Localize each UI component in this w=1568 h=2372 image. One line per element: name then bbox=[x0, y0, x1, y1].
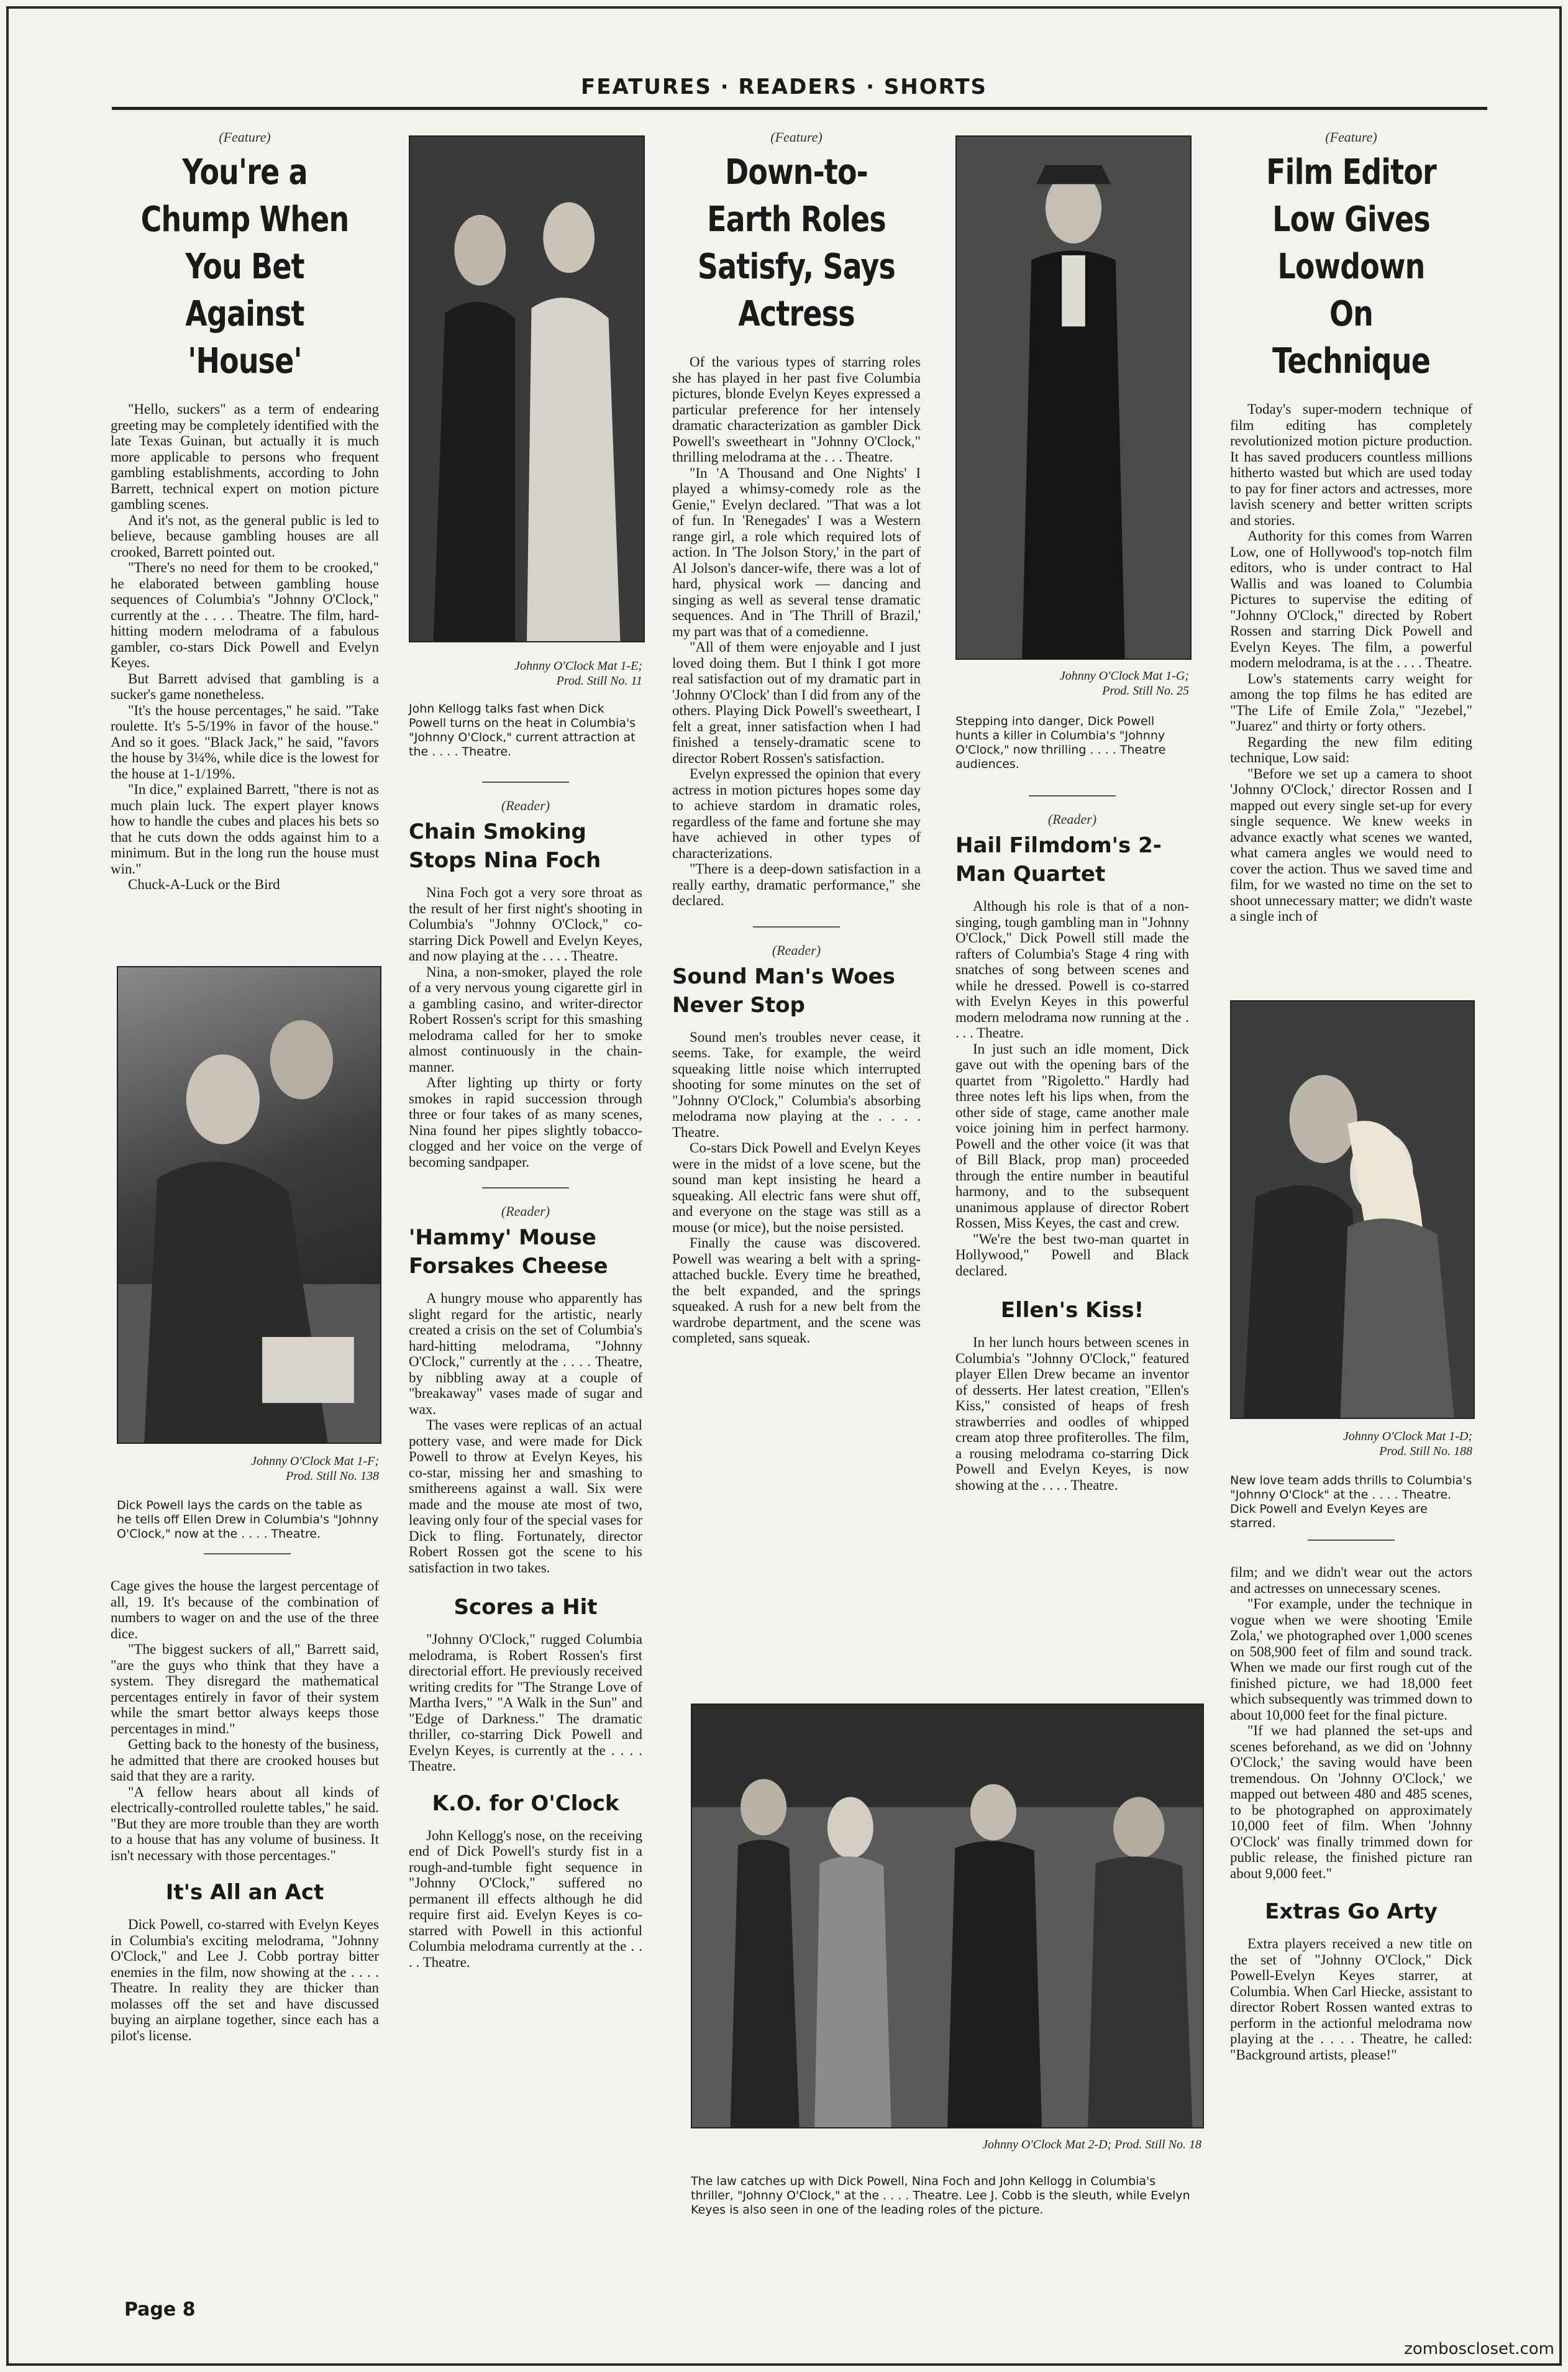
article-headline: 'Hammy' Mouse Forsakes Cheese bbox=[409, 1225, 608, 1279]
paragraph: A hungry mouse who apparently has slight regard for the artistic, nearly created a crisis on the set of Columbia's hard-hitting melodrama, "Johnny O'Clock," currently at the . . . . Theatre, by nibbling away at a couple of "breakaway" vases made of sugar and wax. bbox=[409, 1290, 642, 1417]
paragraph: But Barrett advised that gambling is a sucker's game nonetheless. bbox=[111, 670, 379, 702]
divider bbox=[753, 926, 840, 928]
photo-caption: New love team adds thrills to Columbia's "Johnny O'Clock" at the . . . . Theatre. Dick Powell and Evelyn Keyes are starred. bbox=[1230, 1474, 1472, 1530]
photo-credit: Johnny O'Clock Mat 1-D; Prod. Still No. 188 bbox=[1342, 1430, 1472, 1458]
paragraph: Co-stars Dick Powell and Evelyn Keyes were in the midst of a love scene, but the sound man kept insisting he heard a squeaking. All electric fans were shut off, and everyone on the stage was still as a mouse (or mice), but the noise persisted. bbox=[672, 1140, 921, 1235]
column-2 bbox=[409, 764, 642, 1970]
photo-credit: Johnny O'Clock Mat 1-G; Prod. Still No. 25 bbox=[1059, 669, 1189, 698]
article-headline: Film Editor Low Gives Lowdown On Technique bbox=[1266, 152, 1436, 381]
paragraph: "All of them were enjoyable and I just loved doing them. But I think I got more real satisfaction out of my dramatic part in 'Johnny O'Clock' than I did from any of the others. Playing Dick Powell's sweetheart, I felt a great, inner satisfaction when I had finished a tensely-dramatic scene to director Robert Rossen's satisfaction. bbox=[672, 639, 921, 766]
paragraph: "There's no need for them to be crooked," he elaborated between gambling house sequences of Columbia's "Johnny O'Clock," currently at the . . . . Theatre. The film, hard-hitting modern melodrama of a fabulous gambler, co-stars Dick Powell and Evelyn Keyes. bbox=[111, 560, 379, 670]
paragraph: Today's super-modern technique of film editing has completely revolutionized motion picture production. It has saved producers countless millions hitherto wasted but which are used today to pay for finer actors and actresses, more lavish scenery and better written scripts and stories. bbox=[1230, 401, 1472, 528]
photo-credit: Johnny O'Clock Mat 1-F; Prod. Still No. 138 bbox=[251, 1454, 379, 1483]
paragraph: Extra players received a new title on the set of "Johnny O'Clock," Dick Powell-Evelyn Keyes starrer, at Columbia. When Carl Hiecke, assistant to director Robert Rossen wanted extras to perform in the actionful melodrama now playing at the . . . . Theatre, he called: "Background artists, please!" bbox=[1230, 1936, 1472, 2063]
article-tag: (Feature) bbox=[1325, 129, 1377, 145]
photo-powell-keyes bbox=[1230, 1000, 1475, 1419]
paragraph: film; and we didn't wear out the actors and actresses on unnecessary scenes. bbox=[1230, 1564, 1472, 1596]
article-body bbox=[672, 354, 921, 909]
column-4 bbox=[955, 795, 1189, 1493]
paragraph: "The biggest suckers of all," Barrett said, "are the guys who think that they have a system. They disregard the mathematical percentages entirely in favor of their system while the smart bettor always keeps those percentages in mind." bbox=[111, 1641, 379, 1736]
article-body bbox=[955, 898, 1189, 1279]
photo-kellogg-powell bbox=[409, 135, 645, 642]
paragraph: Although his role is that of a non-singing, tough gambling man in "Johnny O'Clock," Dick Powell still made the rafters of Columbia's Stage 4 ring with snatches of song between scenes and while he dressed. Powell is co-starred with Evelyn Keyes in this powerful modern melodrama now running at the . . . . Theatre. bbox=[955, 898, 1189, 1041]
paragraph: "Before we set up a camera to shoot 'Johnny O'Clock,' director Rossen and I mapped out every single set-up for every single sequence. We knew weeks in advance exactly what scenes we wanted, what camera angles we would need to cover the action. Thus we saved time and film, for we wasted no time on the set to shoot unnecessary matter; we didn't waste a single inch of bbox=[1230, 765, 1472, 924]
article-body bbox=[409, 1828, 642, 1971]
paragraph: "Johnny O'Clock," rugged Columbia melodrama, is Robert Rossen's first directorial effort. He previously received writing credits for "The Strange Love of Martha Ivers," "A Walk in the Sun" and "Edge of Darkness." The dramatic thriller, co-starring Dick Powell and Evelyn Keyes, is currently at the . . . . Theatre. bbox=[409, 1631, 642, 1774]
article-body bbox=[1230, 401, 1472, 924]
paragraph: "There is a deep-down satisfaction in a really earthy, dramatic performance," she declared. bbox=[672, 861, 921, 908]
divider bbox=[204, 1553, 291, 1554]
photo-powell-standing bbox=[955, 135, 1192, 660]
header-rule bbox=[112, 107, 1487, 110]
section-header: FEATURES · READERS · SHORTS bbox=[580, 75, 987, 99]
paragraph: Sound men's troubles never cease, it seems. Take, for example, the weird squeaking little noise which interrupted shooting for some minutes on the set of "Johnny O'Clock," Columbia's absorbing melodrama now playing at the . . . . Theatre. bbox=[672, 1029, 921, 1140]
paragraph: Regarding the new film editing technique, Low said: bbox=[1230, 734, 1472, 765]
article-body bbox=[409, 1631, 642, 1774]
paragraph: Getting back to the honesty of the business, he admitted that there are crooked houses but said that they are a rarity. bbox=[111, 1736, 379, 1784]
watermark: zomboscloset.com bbox=[1404, 2340, 1554, 2358]
divider bbox=[1308, 1540, 1395, 1541]
article-body bbox=[672, 1029, 921, 1346]
paragraph: After lighting up thirty or forty smokes in rapid succession through three or four takes of as many scenes, Nina found her pipes slightly tobacco-clogged and her voice on the verge of becoming sandpaper. bbox=[409, 1075, 642, 1170]
paragraph: Of the various types of starring roles she has played in her past five Columbia pictures, blonde Evelyn Keyes expressed a particular preference for her intensely dramatic characterization as gambler Dick Powell's sweetheart in "Johnny O'Clock," thrilling melodrama at the . . . Theatre. bbox=[672, 354, 921, 465]
divider bbox=[482, 782, 569, 783]
article-headline: Extras Go Arty bbox=[1265, 1899, 1438, 1924]
divider bbox=[482, 1187, 569, 1188]
article-body bbox=[1230, 1564, 1472, 1881]
article-tag: (Reader) bbox=[501, 798, 550, 813]
paragraph: Chuck-A-Luck or the Bird bbox=[128, 877, 280, 892]
paragraph: Cage gives the house the largest percentage of all, 19. It's because of the combination of numbers to wager on and the use of the three dice. bbox=[111, 1578, 379, 1641]
column-1 bbox=[111, 129, 379, 893]
paragraph: Nina Foch got a very sore throat as the result of her first night's shooting in Columbia's "Johnny O'Clock," co-starring Dick Powell and Evelyn Keyes, and now playing at the . . . . Theatre. bbox=[409, 885, 642, 964]
paragraph: And it's not, as the general public is led to believe, because gambling houses are all crooked, Barrett pointed out. bbox=[111, 512, 379, 560]
page-number: Page 8 bbox=[124, 2299, 196, 2320]
article-tag: (Reader) bbox=[501, 1203, 550, 1219]
paragraph: Nina, a non-smoker, played the role of a very nervous young cigarette girl in a gambling casino, and writer-director Robert Rossen's script for this smashing melodrama called for her to smoke almost continuously in the chain-manner. bbox=[409, 964, 642, 1075]
photo-caption: Stepping into danger, Dick Powell hunts a killer in Columbia's "Johnny O'Clock," now thrilling . . . . Theatre audiences. bbox=[955, 714, 1166, 771]
column-3 bbox=[672, 129, 921, 1346]
paragraph: Finally the cause was discovered. Powell was wearing a belt with a spring-attached buckle. Every time he breathed, the belt expanded, and the springs squeaked. A rush for a new belt from the wardrobe department, and the scene was completed, sans squeak. bbox=[672, 1235, 921, 1346]
article-body bbox=[111, 1917, 379, 2043]
article-headline: Hail Filmdom's 2-Man Quartet bbox=[955, 833, 1162, 887]
photo-caption: Dick Powell lays the cards on the table as he tells off Ellen Drew in Columbia's "Johnny O'Clock," now at the . . . . Theatre. bbox=[117, 1498, 379, 1541]
paragraph: In just such an idle moment, Dick gave out with the opening bars of the quartet from "Rigoletto." Hardly had three notes left his lips when, from the other side of stage, came another male voice joining him in perfect harmony. Powell and the other voice (it was that of Bill Black, prop man) proceeded through the entire number in beautiful harmony, and to the subsequent unanimous applause of director Robert Rossen, Miss Keyes, the cast and crew. bbox=[955, 1041, 1189, 1231]
paragraph: The vases were replicas of an actual pottery vase, and were made for Dick Powell to throw at Evelyn Keyes, his co-star, missing her and smashing to smithereens against a wall. Six were made and the mouse ate most of two, leaving only four of the special vases for Dick to fling. Fortunately, director Robert Rossen got the scene to his satisfaction in two takes. bbox=[409, 1417, 642, 1576]
article-body bbox=[111, 401, 379, 893]
article-tag: (Reader) bbox=[772, 942, 821, 958]
paragraph: "For example, under the technique in vogue when we were shooting 'Emile Zola,' we photographed over 1,000 scenes on 508,900 feet of film and sound track. When we made our first rough cut of the finished picture, we had 18,000 feet which subsequently was trimmed down to about 10,000 feet for the final picture. bbox=[1230, 1596, 1472, 1723]
article-headline: Ellen's Kiss! bbox=[1000, 1298, 1144, 1323]
paragraph: "In 'A Thousand and One Nights' I played a whimsy-comedy role as the Genie," Evelyn declared. "That was a lot of fun. In 'Renegades' I was a Western range girl, a role which required lots of action. In 'The Jolson Story,' in the part of Al Jolson's dancer-wife, there was a lot of hard, physical work — dancing and singing as well as several tense dramatic sequences. And in 'The Thrill of Brazil,' my part was that of a comedienne. bbox=[672, 465, 921, 639]
paragraph: "A fellow hears about all kinds of electrically-controlled roulette tables," he said. "But they are more trouble than they are worth to a house that has any volume of business. It isn't necessary with those percentages." bbox=[111, 1784, 379, 1863]
paragraph: "In dice," explained Barrett, "there is not as much plain luck. The expert player knows how to handle the cubes and places his bets so that he cuts down the odds against him to a minimum. But in the long run the house must win." bbox=[111, 782, 379, 877]
paragraph: "Hello, suckers" as a term of endearing greeting may be completely identified with the late Texas Guinan, but actually it is much more applicable to persons who frequent gambling establishments, according to John Barrett, technical expert on motion picture gambling scenes. bbox=[111, 401, 379, 512]
article-body bbox=[409, 885, 642, 1170]
article-headline: You're a Chump When You Bet Against 'House' bbox=[140, 152, 349, 381]
paragraph: "If we had planned the set-ups and scenes beforehand, as we did on 'Johnny O'Clock,' the saving would have been tremendous. On 'Johnny O'Clock,' we mapped out between 480 and 485 scenes, to be photographed on approximately 10,000 feet of film. When 'Johnny O'Clock' was finally trimmed down for public release, the finished picture ran about 9,000 feet." bbox=[1230, 1723, 1472, 1881]
photo-law-catches-up bbox=[691, 1704, 1204, 2128]
article-headline: K.O. for O'Clock bbox=[432, 1790, 619, 1816]
article-headline: Scores a Hit bbox=[454, 1595, 598, 1620]
photo-credit: Johnny O'Clock Mat 1-E; Prod. Still No. 11 bbox=[514, 659, 642, 688]
divider bbox=[1029, 795, 1116, 796]
photo-caption: The law catches up with Dick Powell, Nina Foch and John Kellogg in Columbia's thriller, "Johnny O'Clock," at the . . . . Theatre. Lee J. Cobb is the sleuth, while Evelyn Keyes is also seen in one of the leading roles of the picture. bbox=[691, 2174, 1190, 2217]
article-body bbox=[1230, 1936, 1472, 2063]
article-headline: Chain Smoking Stops Nina Foch bbox=[409, 819, 601, 873]
photo-credit: Johnny O'Clock Mat 2-D; Prod. Still No. 18 bbox=[982, 2138, 1201, 2151]
article-body bbox=[955, 1334, 1189, 1493]
article-tag: (Feature) bbox=[219, 129, 271, 145]
paragraph: Authority for this comes from Warren Low, one of Hollywood's top-notch film editors, who is under contract to Hal Wallis and was loaned to Columbia Pictures to supervise the editing of "Johnny O'Clock," directed by Robert Rossen and starring Dick Powell and Evelyn Keyes. The film, a powerful modern melodrama, is at the . . . . Theatre. bbox=[1230, 528, 1472, 670]
paragraph: Low's statements carry weight for among the top films he has edited are "The Life of Emile Zola," "Jezebel," "Juarez" and thirty or forty others. bbox=[1230, 670, 1472, 734]
article-headline: Down-to-Earth Roles Satisfy, Says Actress bbox=[697, 152, 896, 334]
article-headline: Sound Man's Woes Never Stop bbox=[672, 964, 895, 1018]
article-tag: (Reader) bbox=[1047, 811, 1097, 827]
photo-caption: John Kellogg talks fast when Dick Powell turns on the heat in Columbia's "Johnny O'Clock," current attraction at the . . . . Theatre. bbox=[409, 702, 636, 759]
paragraph: Dick Powell, co-starred with Evelyn Keyes in Columbia's exciting melodrama, "Johnny O'Clock," and Lee J. Cobb portray bitter enemies in the film, now showing at the . . . . Theatre. In reality they are thicker than molasses off the set and have discussed buying an airplane together, since each has a pilot's license. bbox=[111, 1917, 379, 2043]
column-1-continued bbox=[111, 1578, 379, 2043]
article-body bbox=[409, 1290, 642, 1576]
column-5-continued bbox=[1230, 1564, 1472, 2063]
photo-powell-drew-cards bbox=[117, 966, 381, 1444]
paragraph: "We're the best two-man quartet in Hollywood," Powell and Black declared. bbox=[955, 1231, 1189, 1279]
paragraph: In her lunch hours between scenes in Columbia's "Johnny O'Clock," featured player Ellen Drew became an inventor of desserts. Her latest creation, "Ellen's Kiss," consisted of heaps of fresh strawberries and oodles of whipped cream atop three profiterolles. The film, a rousing melodrama co-starring Dick Powell and Evelyn Keyes, is now showing at the . . . . Theatre. bbox=[955, 1334, 1189, 1493]
paragraph: "It's the house percentages," he said. "Take roulette. It's 5-5/19% in favor of the house." And so it goes. "Black Jack," he said, "favors the house by 3¼%, while dice is the lowest for the house at 1-1/19%. bbox=[111, 702, 379, 782]
article-body bbox=[111, 1578, 379, 1863]
article-tag: (Feature) bbox=[770, 129, 823, 145]
column-5 bbox=[1230, 129, 1472, 924]
paragraph: Evelyn expressed the opinion that every actress in motion pictures hopes some day to achieve stardom in dramatic roles, regardless of the fame and fortune she may have achieved in other types of characterizations. bbox=[672, 766, 921, 861]
article-headline: It's All an Act bbox=[165, 1880, 324, 1905]
paragraph: John Kellogg's nose, on the receiving end of Dick Powell's sturdy fist in a rough-and-tumble fight sequence in "Johnny O'Clock," suffered no permanent ill effects although he did require first aid. Evelyn Keyes is co-starred with Powell in this actionful Columbia melodrama currently at the . . . . Theatre. bbox=[409, 1827, 642, 1970]
